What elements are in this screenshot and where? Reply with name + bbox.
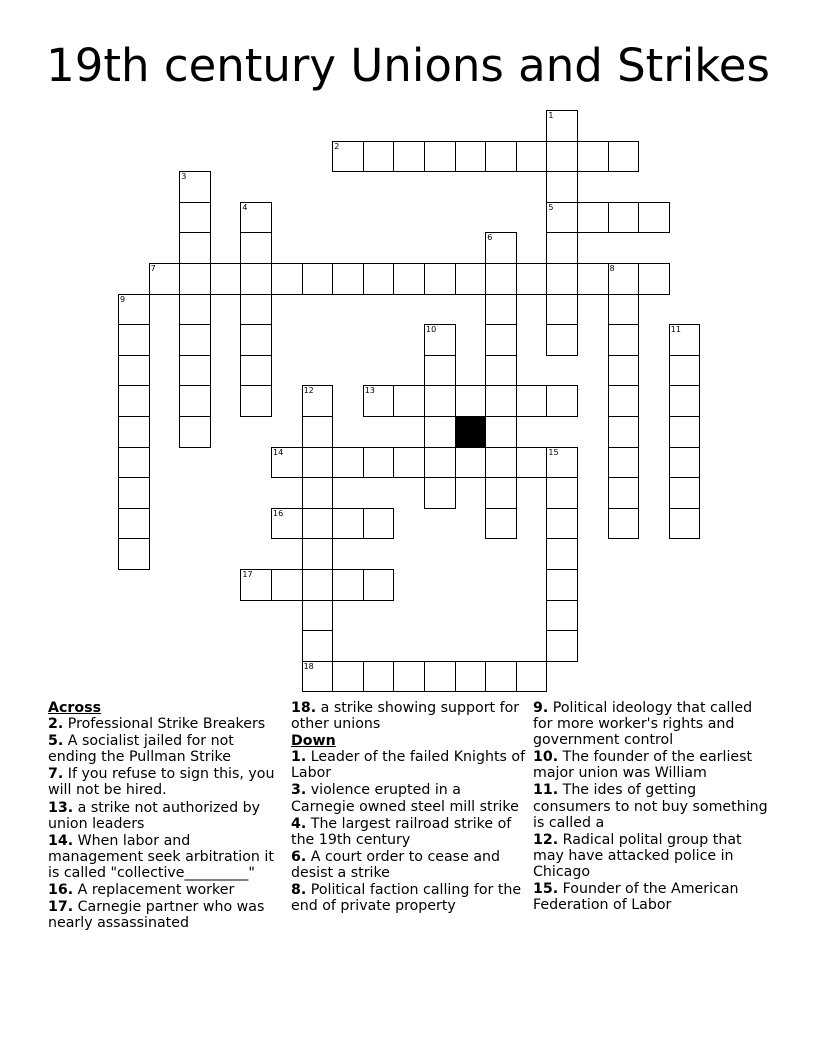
clue-number: 8. [291,882,307,899]
grid-cell[interactable] [332,508,364,540]
clue-text: The largest railroad strike of the 19th century [291,815,512,848]
grid-cell[interactable] [179,202,211,234]
grid-cell[interactable] [332,569,364,601]
grid-cell[interactable] [393,385,425,417]
grid-cell[interactable] [546,202,578,234]
clue-number: 17. [48,899,74,916]
clue-number: 18. [291,700,317,716]
clue-number: 15 [548,447,559,457]
grid-cell[interactable] [577,263,609,295]
clue-number: 13 [364,386,375,396]
puzzle-title: 19th century Unions and Strikes [46,39,770,92]
clue-number: 3. [291,782,307,799]
grid-cell[interactable] [546,630,578,662]
grid-cell[interactable] [608,355,640,387]
down-clue [291,749,527,781]
down-clue [291,849,527,881]
grid-cell[interactable] [240,355,272,387]
clue-number: 11 [670,325,681,335]
grid-cell[interactable] [669,324,701,356]
grid-cell[interactable] [240,294,272,326]
clue-number: 9. [533,700,549,716]
grid-cell[interactable] [424,661,456,693]
grid-cell[interactable] [302,477,334,509]
grid-cell[interactable] [332,263,364,295]
across-clue [48,882,284,898]
across-clue [48,766,284,798]
clue-number: 3 [181,172,187,182]
down-clue [291,882,527,914]
grid-cell[interactable] [577,141,609,173]
grid-cell[interactable] [546,385,578,417]
clue-text: a strike showing support for other unions [291,700,520,733]
grid-cell[interactable] [546,294,578,326]
clue-number: 5 [548,202,554,212]
grid-cell[interactable] [240,202,272,234]
grid-cell[interactable] [546,324,578,356]
grid-cell[interactable] [302,600,334,632]
clue-number: 10 [426,325,437,335]
clue-text: Founder of the American Federation of Labor [533,881,739,914]
grid-cell[interactable] [546,447,578,479]
clue-text: A socialist jailed for not ending the Pullman Strike [48,733,234,766]
grid-cell[interactable] [271,569,303,601]
grid-cell[interactable] [118,355,150,387]
grid-cell[interactable] [118,294,150,326]
grid-cell[interactable] [302,416,334,448]
clue-number: 7. [48,766,64,783]
clue-number: 14. [48,832,74,849]
grid-cell[interactable] [393,141,425,173]
grid-cell[interactable] [516,263,548,295]
clue-text: Political ideology that called for more worker's rights and government control [533,700,753,749]
grid-cell[interactable] [546,263,578,295]
grid-cell[interactable] [485,477,517,509]
clue-text: violence erupted in a Carnegie owned steel mill strike [291,782,519,815]
grid-cell[interactable] [546,508,578,540]
clue-text: When labor and management seek arbitration it is called "collective_________" [48,832,274,881]
clue-number: 12 [303,386,314,396]
grid-cell[interactable] [332,661,364,693]
grid-cell[interactable] [546,110,578,142]
grid-cell[interactable] [546,141,578,173]
grid-cell[interactable] [608,416,640,448]
grid-cell[interactable] [455,141,487,173]
across-heading: Across [48,700,102,716]
grid-cell[interactable] [669,447,701,479]
grid-cell[interactable] [118,385,150,417]
grid-cell[interactable] [424,416,456,448]
grid-cell[interactable] [608,202,640,234]
grid-cell[interactable] [302,508,334,540]
clue-number: 13. [48,799,74,816]
down-clue [533,832,769,880]
grid-cell[interactable] [485,324,517,356]
grid-cell[interactable] [608,477,640,509]
grid-cell[interactable] [302,661,334,693]
clue-text: A replacement worker [73,882,235,899]
grid-cell[interactable] [424,141,456,173]
grid-cell[interactable] [485,355,517,387]
down-clue [533,881,769,913]
grid-cell[interactable] [546,538,578,570]
grid-cell[interactable] [179,171,211,203]
grid-cell[interactable] [608,324,640,356]
grid-cell[interactable] [179,385,211,417]
black-square [455,416,487,448]
clue-text: Radical polital group that may have attacked police in Chicago [533,831,742,880]
grid-cell[interactable] [271,508,303,540]
grid-cell[interactable] [363,569,395,601]
grid-cell[interactable] [179,232,211,264]
grid-cell[interactable] [302,538,334,570]
clue-text: If you refuse to sign this, you will not be hired. [48,766,275,799]
grid-cell[interactable] [240,232,272,264]
grid-cell[interactable] [118,324,150,356]
clue-number: 8 [609,264,615,273]
grid-cell[interactable] [516,661,548,693]
grid-cell[interactable] [577,202,609,234]
grid-cell[interactable] [271,447,303,479]
clue-number: 2. [48,716,64,733]
grid-cell[interactable] [118,447,150,479]
grid-cell[interactable] [118,538,150,570]
clue-number: 15. [533,881,559,898]
grid-cell[interactable] [424,324,456,356]
grid-cell[interactable] [240,324,272,356]
grid-cell[interactable] [302,447,334,479]
grid-cell[interactable] [240,263,272,295]
grid-cell[interactable] [546,569,578,601]
grid-cell[interactable] [455,447,487,479]
grid-cell[interactable] [485,416,517,448]
clue-number: 7 [150,264,156,273]
across-clue [48,716,284,732]
clue-text: Leader of the failed Knights of Labor [291,749,526,782]
grid-cell[interactable] [363,263,395,295]
clues-column-1 [48,700,284,932]
grid-cell[interactable] [179,324,211,356]
grid-cell[interactable] [669,416,701,448]
across-clue [48,899,284,931]
grid-cell[interactable] [149,263,181,295]
clue-text: Carnegie partner who was nearly assassinated [48,899,265,932]
down-heading: Down [291,733,336,750]
grid-cell[interactable] [332,447,364,479]
grid-cell[interactable] [179,355,211,387]
clue-number: 5. [48,733,64,750]
clue-text: a strike not authorized by union leaders [48,799,261,832]
grid-cell[interactable] [240,569,272,601]
clue-number: 6 [487,233,493,243]
grid-cell[interactable] [179,294,211,326]
grid-cell[interactable] [638,263,670,295]
grid-cell[interactable] [608,385,640,417]
clue-text: The founder of the earliest major union was William [533,749,753,782]
grid-cell[interactable] [485,447,517,479]
grid-cell[interactable] [669,477,701,509]
grid-cell[interactable] [118,416,150,448]
grid-cell[interactable] [608,141,640,173]
grid-cell[interactable] [455,385,487,417]
grid-cell[interactable] [179,416,211,448]
across-clue [291,700,527,732]
grid-cell[interactable] [363,661,395,693]
clue-number: 1 [548,111,554,120]
grid-cell[interactable] [363,447,395,479]
clue-text: A court order to cease and desist a strike [291,848,501,881]
clue-number: 14 [273,447,284,457]
grid-cell[interactable] [118,508,150,540]
clue-number: 16. [48,882,74,899]
across-clue [48,800,284,832]
grid-cell[interactable] [546,232,578,264]
grid-cell[interactable] [271,263,303,295]
grid-cell[interactable] [393,447,425,479]
grid-cell[interactable] [332,141,364,173]
grid-cell[interactable] [638,202,670,234]
across-clue [48,833,284,881]
grid-cell[interactable] [608,508,640,540]
grid-cell[interactable] [608,294,640,326]
clue-text: Political faction calling for the end of private property [291,882,522,915]
grid-cell[interactable] [424,263,456,295]
grid-cell[interactable] [516,447,548,479]
down-clue [291,816,527,848]
clue-number: 4. [291,815,307,832]
grid-cell[interactable] [485,385,517,417]
grid-cell[interactable] [485,263,517,295]
grid-cell[interactable] [485,232,517,264]
grid-cell[interactable] [516,385,548,417]
grid-cell[interactable] [302,263,334,295]
grid-cell[interactable] [546,171,578,203]
clue-number: 1. [291,749,307,766]
grid-cell[interactable] [455,263,487,295]
clue-number: 18 [303,661,314,671]
grid-cell[interactable] [485,141,517,173]
grid-cell[interactable] [546,477,578,509]
grid-cell[interactable] [485,661,517,693]
down-clue [533,782,769,830]
grid-cell[interactable] [485,294,517,326]
down-clue [533,749,769,781]
grid-cell[interactable] [302,630,334,662]
grid-cell[interactable] [424,477,456,509]
clue-number: 16 [273,508,284,518]
down-clue [533,700,769,748]
grid-cell[interactable] [363,508,395,540]
down-clue [291,782,527,814]
grid-cell[interactable] [608,263,640,295]
clue-number: 4 [242,202,248,212]
grid-cell[interactable] [455,661,487,693]
grid-cell[interactable] [424,385,456,417]
grid-cell[interactable] [669,355,701,387]
grid-cell[interactable] [363,141,395,173]
grid-cell[interactable] [302,569,334,601]
grid-cell[interactable] [118,477,150,509]
clue-number: 17 [242,570,253,579]
clues-column-3 [533,700,769,914]
grid-cell[interactable] [546,600,578,632]
clue-number: 12. [533,831,559,848]
across-clue [48,733,284,765]
grid-cell[interactable] [424,355,456,387]
grid-cell[interactable] [393,263,425,295]
grid-cell[interactable] [179,263,211,295]
grid-cell[interactable] [240,385,272,417]
grid-cell[interactable] [363,385,395,417]
grid-cell[interactable] [210,263,242,295]
grid-cell[interactable] [485,508,517,540]
clue-number: 2 [334,141,340,151]
clue-number: 6. [291,848,307,865]
clue-number: 10. [533,749,559,766]
clue-number: 9 [120,294,126,304]
grid-cell[interactable] [424,447,456,479]
clue-text: The ides of getting consumers to not buy something is called a [533,782,768,831]
clue-text: Professional Strike Breakers [63,716,266,733]
grid-cell[interactable] [302,385,334,417]
grid-cell[interactable] [669,508,701,540]
grid-cell[interactable] [393,661,425,693]
grid-cell[interactable] [669,385,701,417]
clues-column-2 [291,700,527,915]
clue-number: 11. [533,782,559,799]
grid-cell[interactable] [608,447,640,479]
grid-cell[interactable] [516,141,548,173]
